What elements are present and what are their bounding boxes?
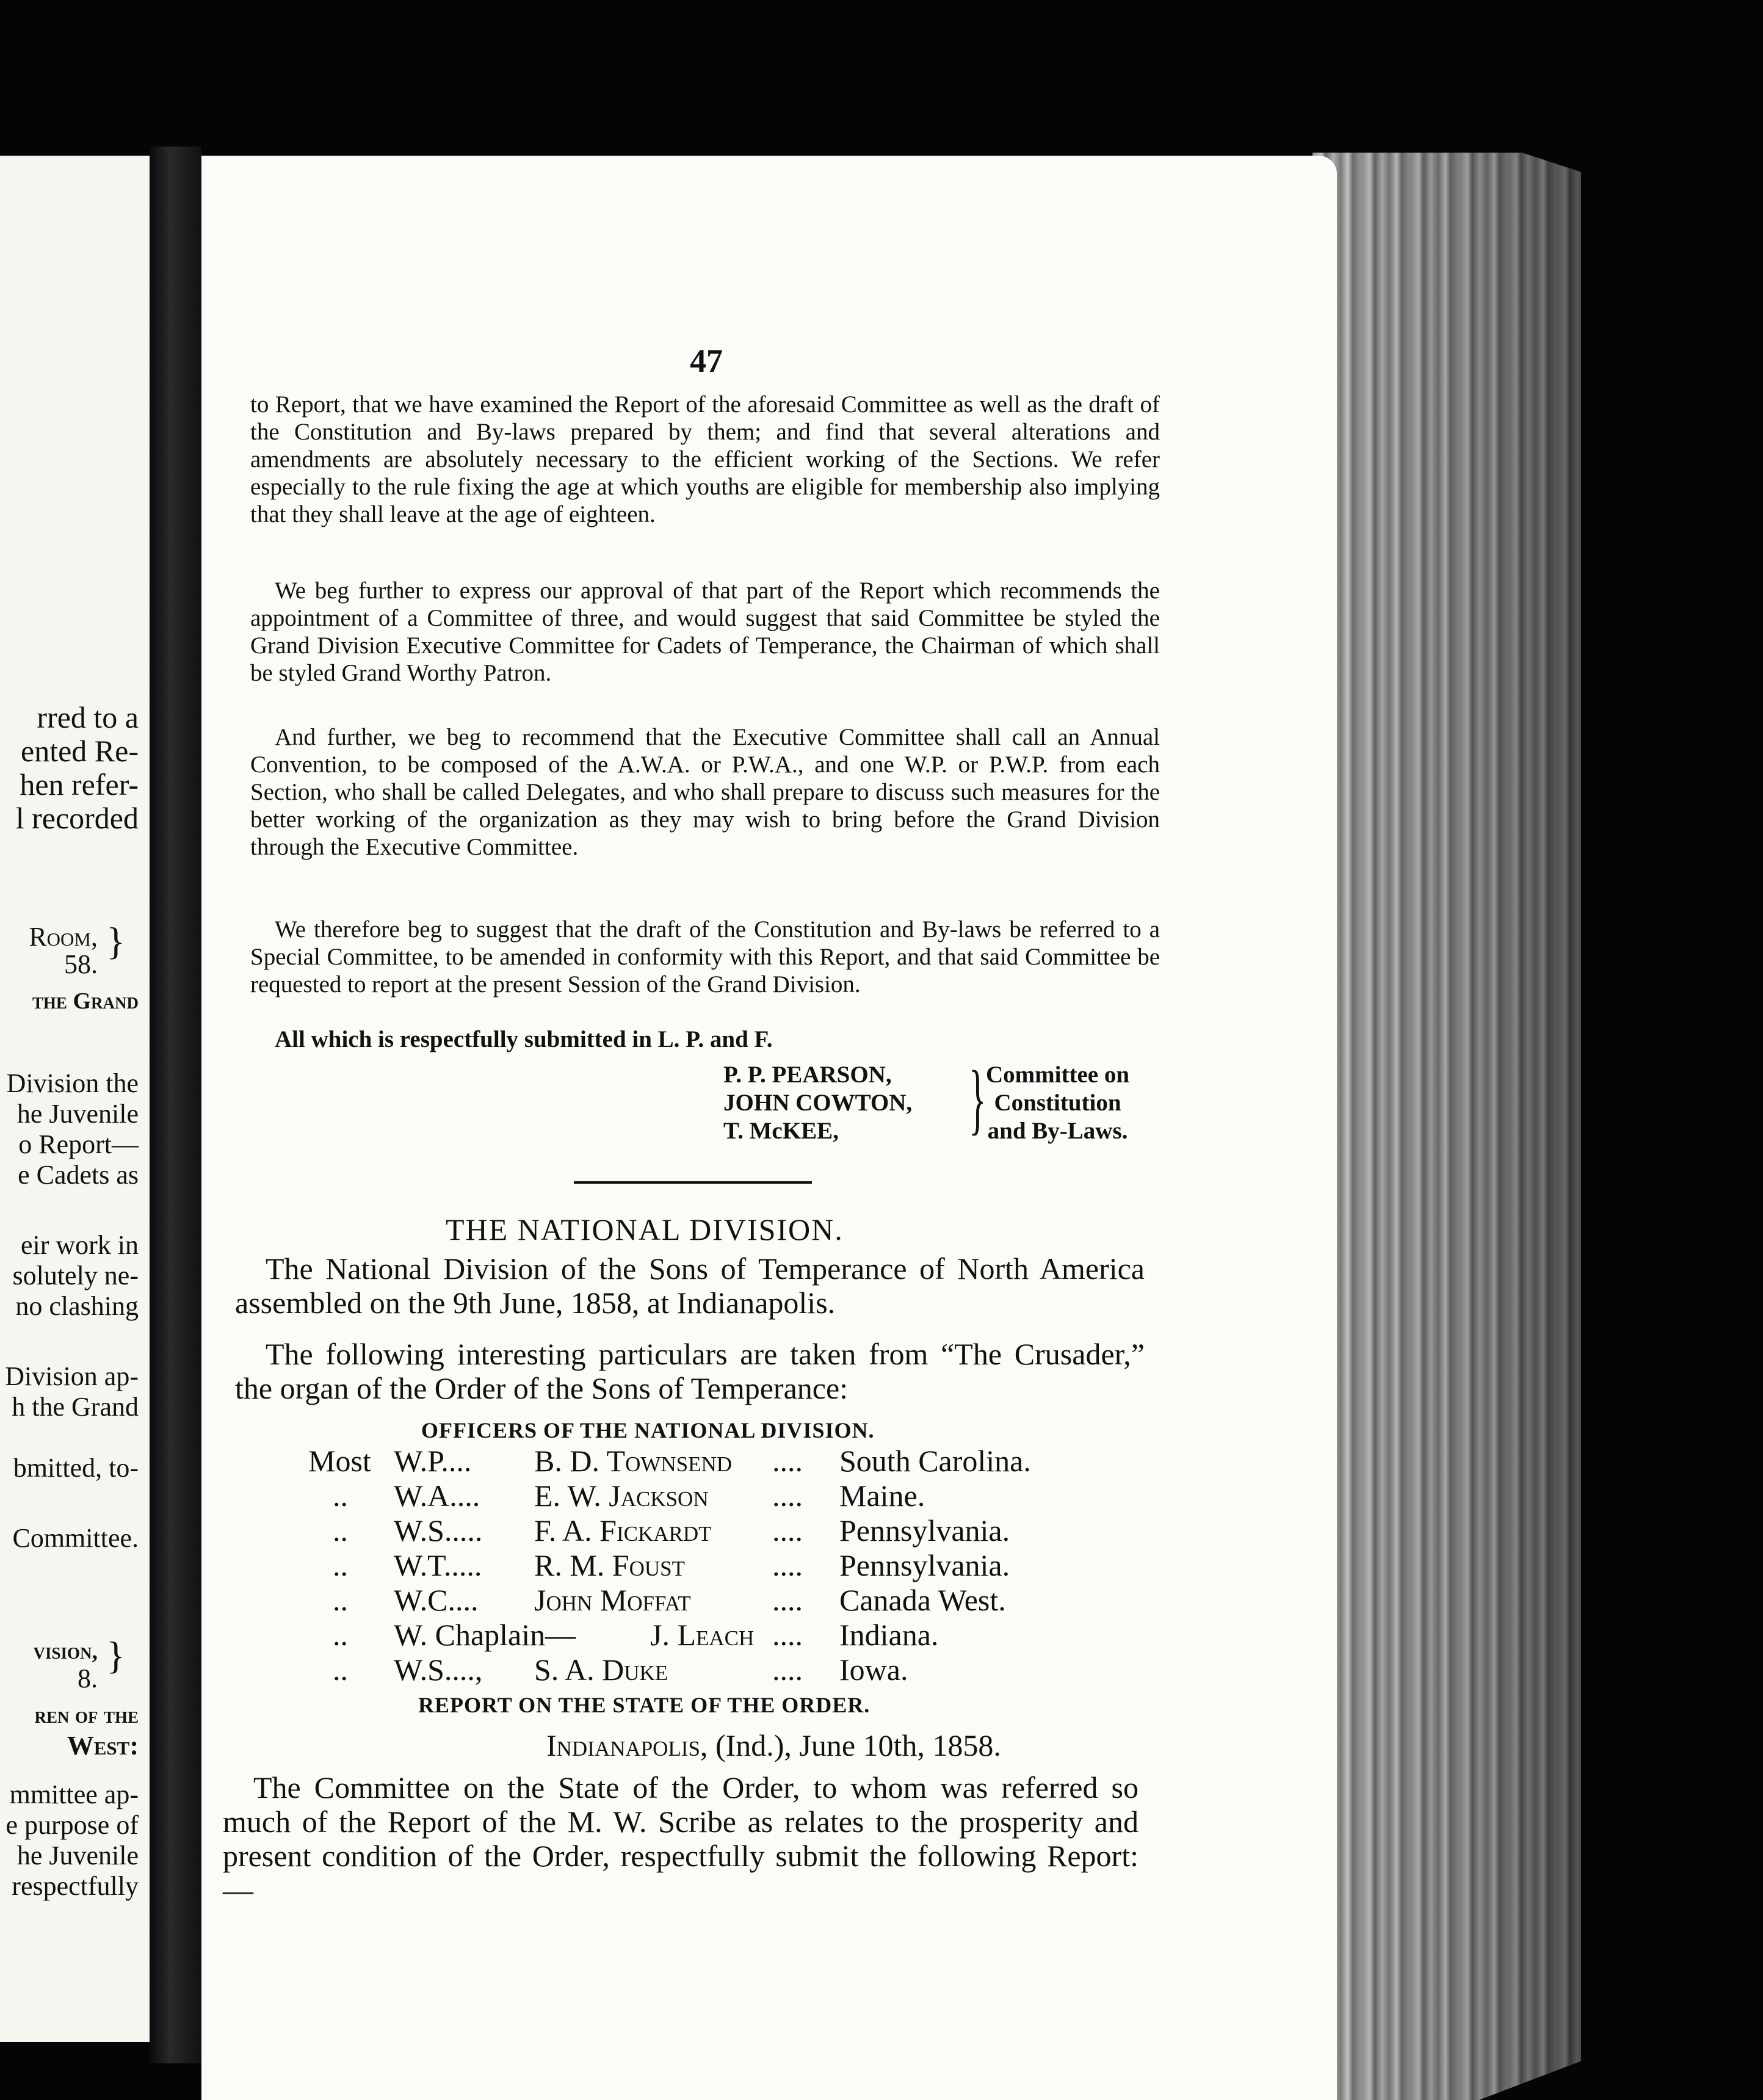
left-line: Division the [6,1068,139,1098]
left-line: solutely ne- [12,1261,139,1291]
paragraph: to Report, that we have examined the Report of the aforesaid Committee as well as the draft of the Constitution and By-laws prepared by them; and find that several alterations and amendments are absolutely necessary to the efficient working of the Sections. We refer especially to the rule fixing the age at which youths are eligible for membership also implying that they shall leave at the age of eighteen. [250,391,1160,527]
officer-place: Maine. [839,1479,925,1513]
signatory: T. McKEE, [723,1118,839,1144]
officer-title: W.T..... [394,1548,482,1582]
officer-title: W.C.... [394,1583,479,1617]
signatory-names [723,1061,912,1145]
left-line: bmitted, to- [13,1453,139,1483]
officer-place: Iowa. [839,1653,908,1687]
left-line: the Grand [32,988,139,1014]
committee-line: and By-Laws. [987,1118,1128,1144]
left-line: respectfully [12,1871,139,1901]
officer-name: B. D. Townsend [534,1444,733,1478]
left-line: e purpose of [5,1810,139,1840]
officer-leader: .... [772,1513,803,1548]
officer-name: F. A. Fickardt [534,1513,712,1548]
officer-prefix: .. [333,1618,348,1652]
officer-leader: .... [772,1583,803,1617]
officer-leader: .... [772,1444,803,1478]
left-line: ren of the [34,1703,139,1728]
paragraph: The National Division of the Sons of Temperance of North America assembled on the 9th June, 1858, at Indianapolis. [235,1251,1145,1320]
left-line: no clashing [15,1291,139,1321]
officers-heading: OFFICERS OF THE NATIONAL DIVISION. [421,1418,875,1443]
officer-leader: .... [772,1618,803,1652]
left-line: Committee. [12,1523,139,1553]
committee-line: Committee on [986,1062,1130,1088]
officer-title: W.S...., [394,1653,483,1687]
officer-name: J. Leach [650,1618,755,1652]
left-line: Room, [29,922,98,952]
left-facing-page [0,156,150,2042]
paragraph: The Committee on the State of the Order, to whom was referred so much of the Report of the M. W. Scribe as relates to the prosperity and present condition of the Order, respectfully submit the following Report:— [223,1770,1139,1907]
page-edges [1312,153,1581,2100]
committee-line: Constitution [994,1090,1121,1116]
book-gutter [150,147,201,2063]
brace-icon: } [969,1055,986,1143]
left-line: hen refer- [20,767,139,802]
left-line: rred to a [37,700,139,734]
left-line: ented Re- [21,734,139,768]
officer-prefix: .. [333,1583,348,1617]
left-line: h the Grand [12,1392,139,1422]
left-line: he Juvenile [16,1841,139,1870]
officer-place: Pennsylvania. [839,1548,1010,1582]
dateline [546,1728,1001,1763]
section-divider [574,1181,812,1184]
left-line: he Juvenile [16,1099,139,1129]
left-line: o Report— [18,1129,139,1159]
report-heading: REPORT ON THE STATE OF THE ORDER. [418,1693,871,1717]
officer-name: John Moffat [534,1583,691,1617]
paragraph: We therefore beg to suggest that the draft of the Constitution and By-laws be referred to a Special Committee, to be amended in conformity with this Report, and that said Committee be requested to report at the present Session of the Grand Division. [250,916,1160,998]
dateline-date: (Ind.), June 10th, 1858. [708,1728,1001,1762]
officer-name: E. W. Jackson [534,1479,709,1513]
paragraph: And further, we beg to recommend that the Executive Committee shall call an Annual Convention, to be composed of the A.W.A. or P.W.A., and one W.P. or P.W.P. from each Section, who shall be called Delegates, and who shall prepare to discuss such measures for the better working of the organization as they may wish to bring before the Grand Division through the Executive Committee. [250,724,1160,860]
officer-leader: .... [772,1479,803,1513]
officer-place: Indiana. [839,1618,939,1652]
officer-prefix: .. [333,1548,348,1582]
signatory: JOHN COWTON, [723,1090,913,1116]
officer-title: W.S..... [394,1513,483,1548]
officer-place: Pennsylvania. [839,1513,1010,1548]
dateline-city: Indianapolis, [546,1728,708,1762]
left-line: 58. [64,949,98,979]
officer-place: Canada West. [839,1583,1006,1617]
officer-prefix: .. [333,1513,348,1548]
left-line: l recorded [15,801,139,835]
section-heading: THE NATIONAL DIVISION. [446,1212,844,1247]
left-line: West: [67,1731,139,1761]
left-line: Division ap- [5,1361,139,1391]
officer-place: South Carolina. [839,1444,1031,1478]
officer-title: W. Chaplain— [394,1618,576,1652]
signatory: P. P. PEARSON, [723,1062,892,1088]
officer-name: S. A. Duke [534,1653,668,1687]
paragraph: The following interesting particulars are taken from “The Crusader,” the organ of the Order of the Sons of Temperance: [235,1337,1145,1405]
brace-icon: } [106,1634,125,1677]
officer-leader: .... [772,1653,803,1687]
officer-prefix: Most [308,1444,371,1478]
officer-title: W.A.... [394,1479,480,1513]
officer-prefix: .. [333,1653,348,1687]
left-line: 8. [78,1664,98,1693]
page-number: 47 [690,342,723,379]
left-line: vision, [33,1638,98,1664]
left-line: mmittee ap- [9,1780,139,1809]
officer-title: W.P.... [394,1444,472,1478]
officer-leader: .... [772,1548,803,1582]
paragraph: We beg further to express our approval of that part of the Report which recommends the appointment of a Committee of three, and would suggest that said Committee be styled the Grand Division Executive Committee for Cadets of Temperance, the Chairman of which shall be styled Grand Worthy Patron. [250,578,1160,686]
submission-line: All which is respectfully submitted in L. P. and F. [275,1026,773,1052]
brace-icon: } [106,919,125,963]
left-line: e Cadets as [18,1160,139,1190]
left-line: eir work in [20,1230,139,1260]
officer-prefix: .. [333,1479,348,1513]
officer-name: R. M. Foust [534,1548,686,1582]
committee-name [986,1061,1129,1145]
